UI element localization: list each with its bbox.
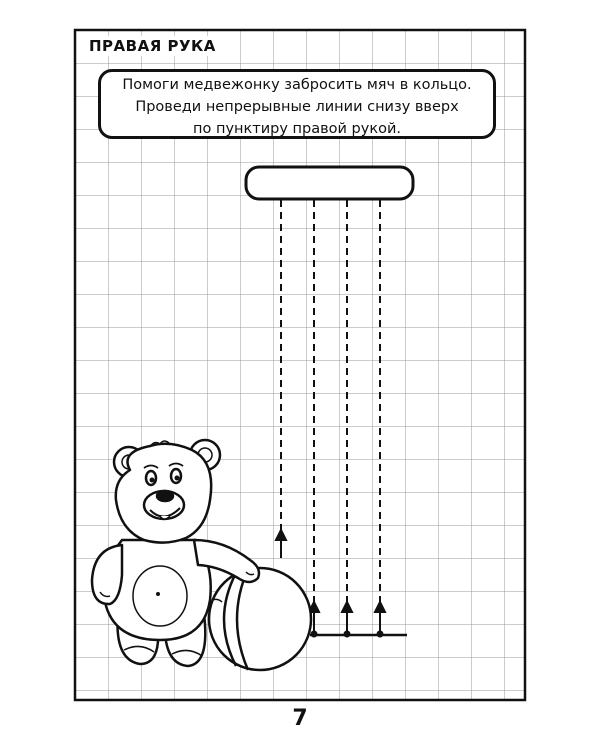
page-number: 7 [292,706,308,731]
instruction-line-1: Помоги медвежонку забросить мяч в кольцо. [122,77,472,93]
instruction-line-3: по пунктиру правой рукой. [193,121,401,137]
page-heading: ПРАВАЯ РУКА [86,36,219,56]
instruction-box [98,69,496,139]
hoop [246,167,413,199]
instruction-line-2: Проведи непрерывные линии снизу вверх [135,99,459,115]
ball [209,568,311,670]
